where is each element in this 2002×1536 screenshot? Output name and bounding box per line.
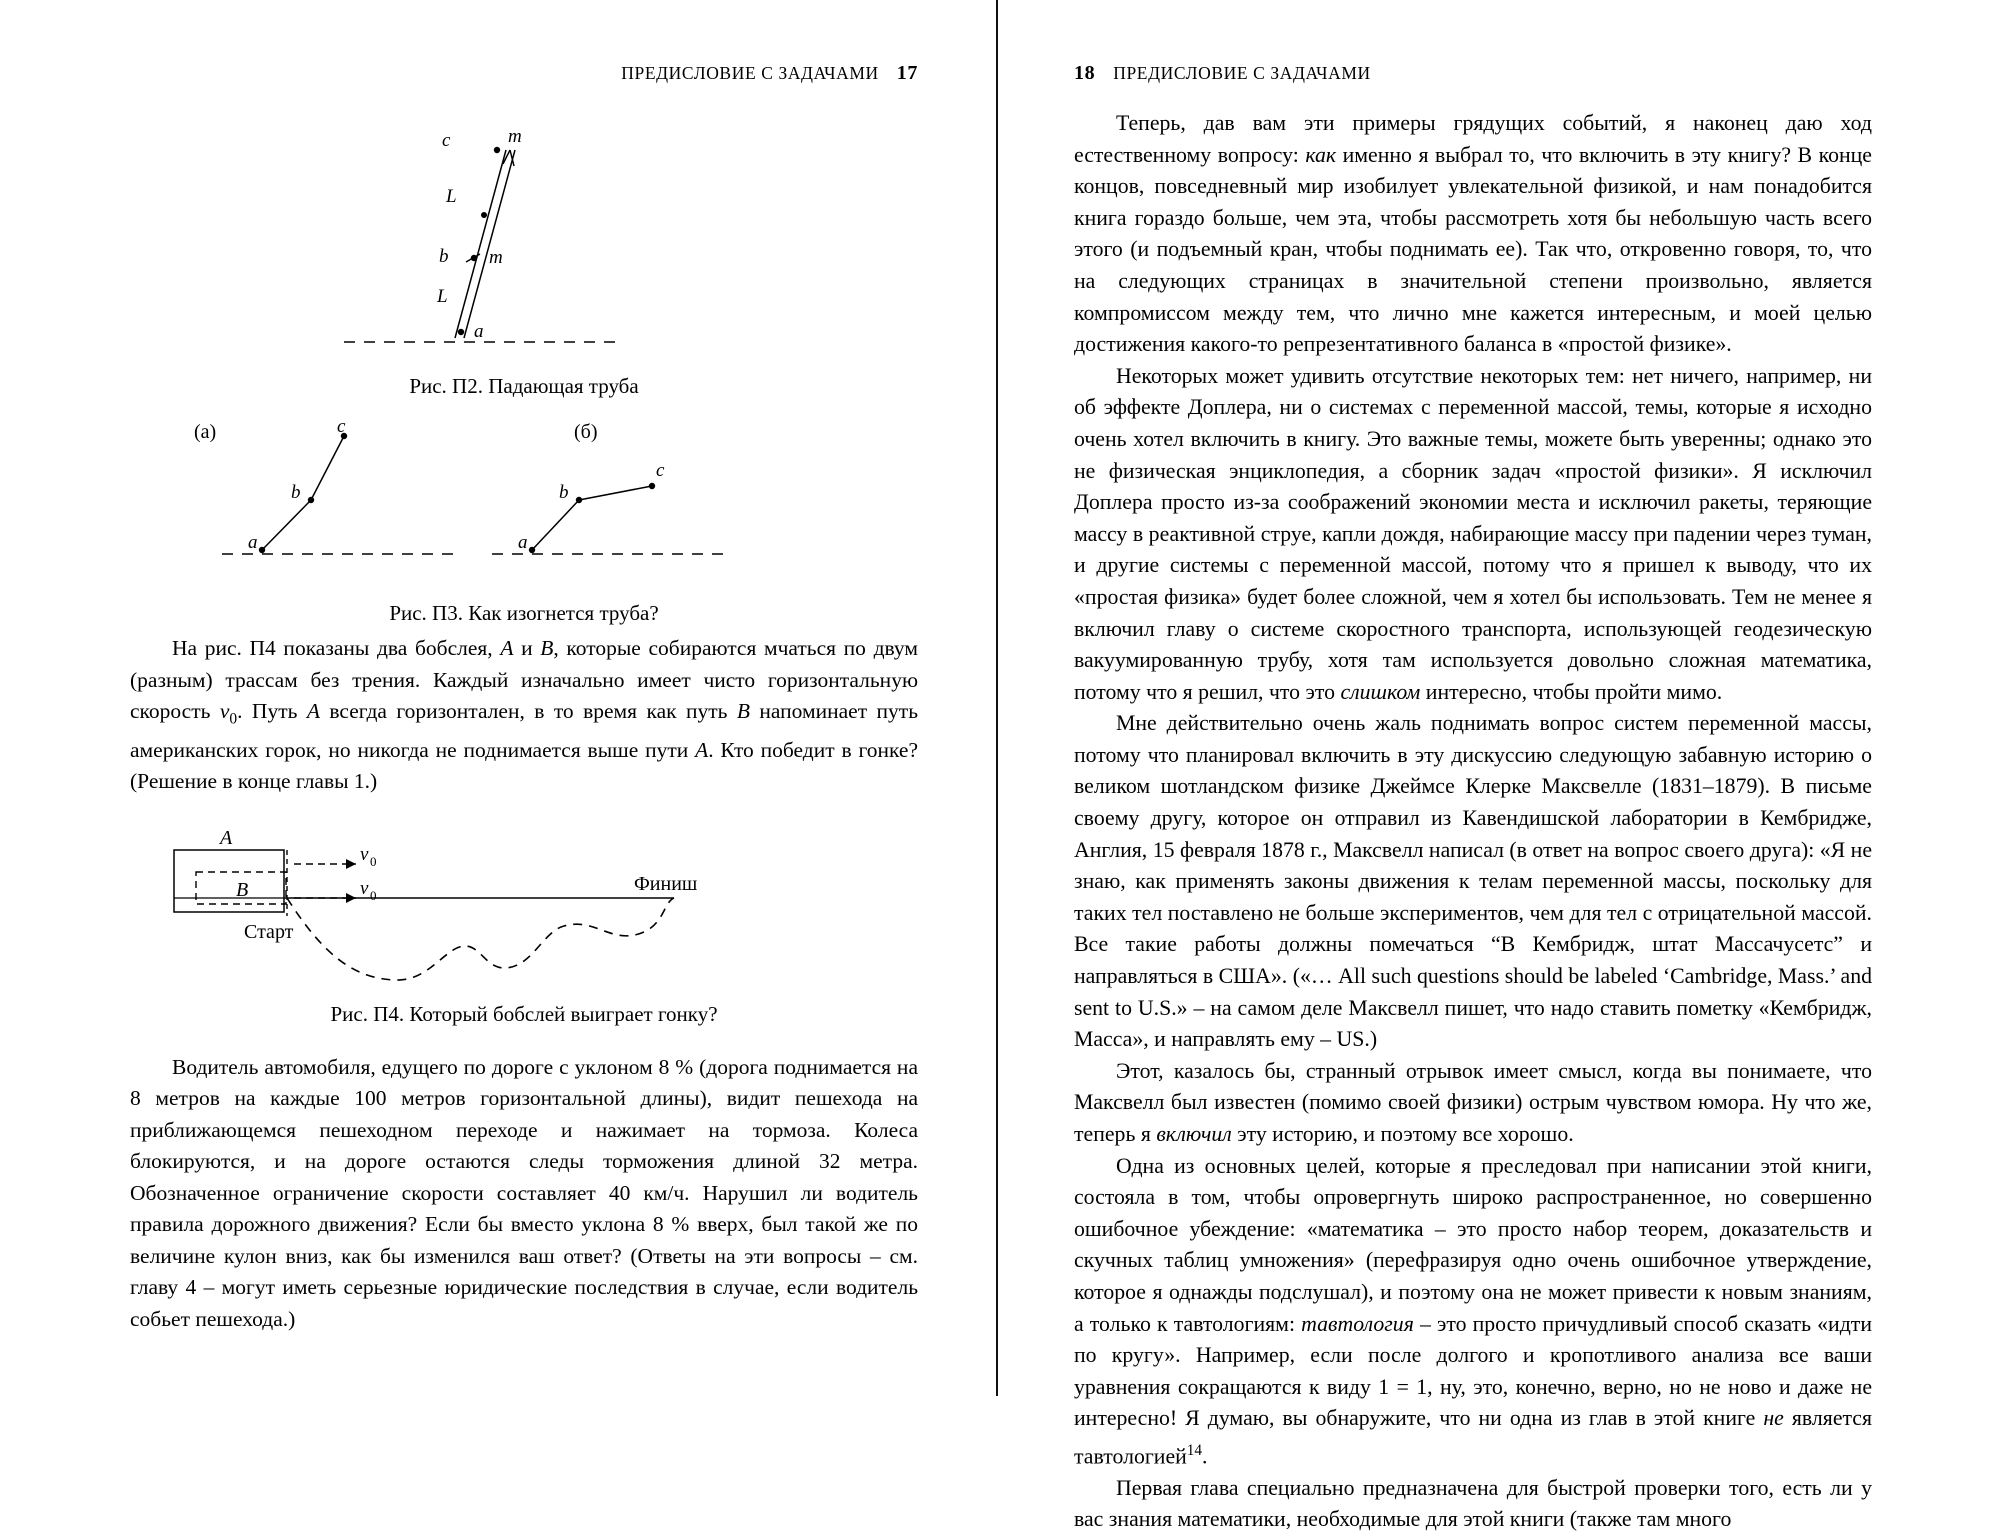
svg-text:m: m [489,247,503,268]
left-page [0,0,996,1396]
right-page-number: 18 [1074,62,1096,84]
svg-text:b: b [439,246,449,267]
left-page-number: 17 [896,62,918,84]
svg-text:c: c [337,416,346,437]
right-paragraph-3: Мне действительно очень жаль поднимать вопрос систем переменной массы, потому что планировал включить в эту дискуссию следующую забавную историю о великом шотландском физике Джеймсе Клерке Максвелле (1831–1879). В письме своему другу, которое он отправил из Кавендишской лаборатории в Кембридже, Англия, 15 февраля 1878 г., Максвелл написал (в ответ на вопрос своего друга): «Я не знаю, как применять законы движения к телам переменной массы, поскольку для таких тел поставлено не больше экспериментов, чем для тел с отрицательной массой. Все такие работы должны помечаться “В Кембридж, штат Массачусетс” и направляться в США». («… All such questions should be labeled ‘Cambridge, Mass.’ and sent to U.S.» – на самом деле Максвелл пишет, что надо ставить пометку «Кембридж, Масса», и направлять ему – US.) [1074,711,1872,1052]
figure-p4-drawing [144,828,904,1018]
right-paragraph-4: Этот, казалось бы, странный отрывок имеет смысл, когда вы понимаете, что Максвелл был известен (помимо своей физики) острым чувством юмора. Ну что же, теперь я включил эту историю, и поэтому все хорошо. [1074,1058,1872,1146]
figure-p2-drawing [144,110,904,400]
figure-p3-drawing [144,414,904,599]
svg-text:(б): (б) [574,421,598,443]
svg-text:(а): (а) [194,421,217,443]
figure-p4-caption: Рис. П4. Который бобслей выиграет гонку? [330,1001,718,1026]
left-running-head-chapter: ПРЕДИСЛОВИЕ С ЗАДАЧАМИ [621,63,879,83]
paragraph-bobsleigh: На рис. П4 показаны два бобслея, A и B, которые собираются мчаться по двум (разным) трассам без трения. Каждый изначально имеет чисто горизонтальную скорость $v_0$. Путь A всегда горизонтален, в то время как путь B напоминает путь американских горок, но никогда не поднимается выше пути A. Кто победит в гонке? (Решение в конце главы 1.) [130,636,918,794]
svg-text:b: b [559,482,569,503]
svg-text:m: m [508,126,522,147]
right-running-head-chapter: ПРЕДИСЛОВИЕ С ЗАДАЧАМИ [1113,63,1371,83]
svg-text:B: B [236,878,249,901]
left-running-head [130,62,918,92]
svg-text:a: a [518,532,528,553]
right-paragraph-2: Некоторых может удивить отсутствие некоторых тем: нет ничего, например, ни об эффекте Доплера, ни о системах с переменной массой, темы, которые я исходно очень хотел включить в книгу. Это важные темы, можете быть уверенны; однако это не физическая энциклопедия, а сборник задач «простой физики». Я исключил Доплера просто из-за соображений экономии места и исключил ракеты, теряющие массу в реактивной струе, капли дождя, набирающие массу при падении через туман, и другие системы с переменной массой, потому что я пришел к выводу, что их «простая физика» будет более сложной, чем я хотел бы использовать. Тем не менее я включил главу о системе скоростного транспорта, использующей геодезическую вакуумированную трубу, хотя там используется довольно сложная математика, потому что я решил, что это слишком интересно, чтобы пройти мимо. [1074,363,1872,704]
figure-p2-caption: Рис. П2. Падающая труба [409,374,639,398]
svg-text:c: c [656,460,665,481]
figure-p3-caption: Рис. П3. Как изогнется труба? [389,601,659,625]
right-paragraph-6: Первая глава специально предназначена для быстрой проверки того, есть ли у вас знания математики, необходимые для этой книги (также там много [1074,1475,1872,1532]
svg-text:Старт: Старт [244,920,294,943]
svg-text:0: 0 [370,887,377,903]
paragraph-driver: Водитель автомобиля, едущего по дороге с уклоном 8 % (дорога поднимается на 8 метров на каждые 100 метров горизонтальной длины), видит пешехода на приближающемся пешеходном переходе и нажимает на тормоза. Колеса блокируются, и на дороге остаются следы торможения длиной 32 метра. Обозначенное ограничение скорости составляет 40 км/ч. Нарушил ли водитель правила дорожного движения? Если бы вместо уклона 8 % вверх, был такой же по величине кулон вниз, как бы изменился ваш ответ? (Ответы на эти вопросы – см. главу 4 – могут иметь серьезные юридические последствия в случае, если водитель собьет пешехода.) [130,1054,918,1331]
svg-text:A: A [220,827,233,849]
figure-p3 [144,414,904,625]
svg-text:Финиш: Финиш [634,872,698,895]
svg-text:0: 0 [370,853,377,869]
figure-p2 [144,110,904,400]
svg-text:v: v [360,843,369,865]
right-page [996,0,2002,1532]
svg-text:b: b [291,482,301,503]
svg-text:L: L [446,186,457,207]
svg-text:c: c [442,130,451,151]
right-running-head [1074,62,1872,92]
svg-text:a: a [248,532,258,553]
figure-p4 [144,827,904,1026]
svg-text:v: v [360,877,369,899]
right-paragraph-1: Теперь, дав вам эти примеры грядущих событий, я наконец даю ход естественному вопросу: как именно я выбрал то, что включить в эту книгу? В конце концов, повседневный мир изобилует увлекательной физикой, и нам понадобится книга гораздо больше, чем эта, чтобы рассмотреть хотя бы небольшую часть всего этого (и подъемный кран, чтобы поднимать ее). Так что, откровенно говоря, то, что на следующих страницах в значительной степени произвольно, является компромиссом между тем, что лично мне кажется интересным, и моей целью достижения какого-то репрезентативного баланса в «простой физике». [1074,111,1872,357]
svg-text:L: L [437,286,448,307]
svg-text:a: a [474,321,484,342]
right-paragraph-5: Одна из основных целей, которые я преследовал при написании этой книги, состояла в том, чтобы опровергнуть широко распространенное, но совершенно ошибочное убеждение: «математика – это просто набор теорем, доказательств и скучных таблиц умножения» (перефразируя одно очень ошибочное утверждение, которое я однажды подслушал), и поэтому она не может привести к новым знаниям, а только к тавтологиям: тавтология – это просто причудливый способ сказать «идти по кругу». Например, если после долгого и кропотливого анализа все ваши уравнения сокращаются к виду 1 = 1, ну, это, конечно, верно, но не ново и даже не интересно! Я думаю, вы обнаружите, что ни одна из глав в этой книге не является тавтологией$^{14}$. [1074,1153,1872,1469]
